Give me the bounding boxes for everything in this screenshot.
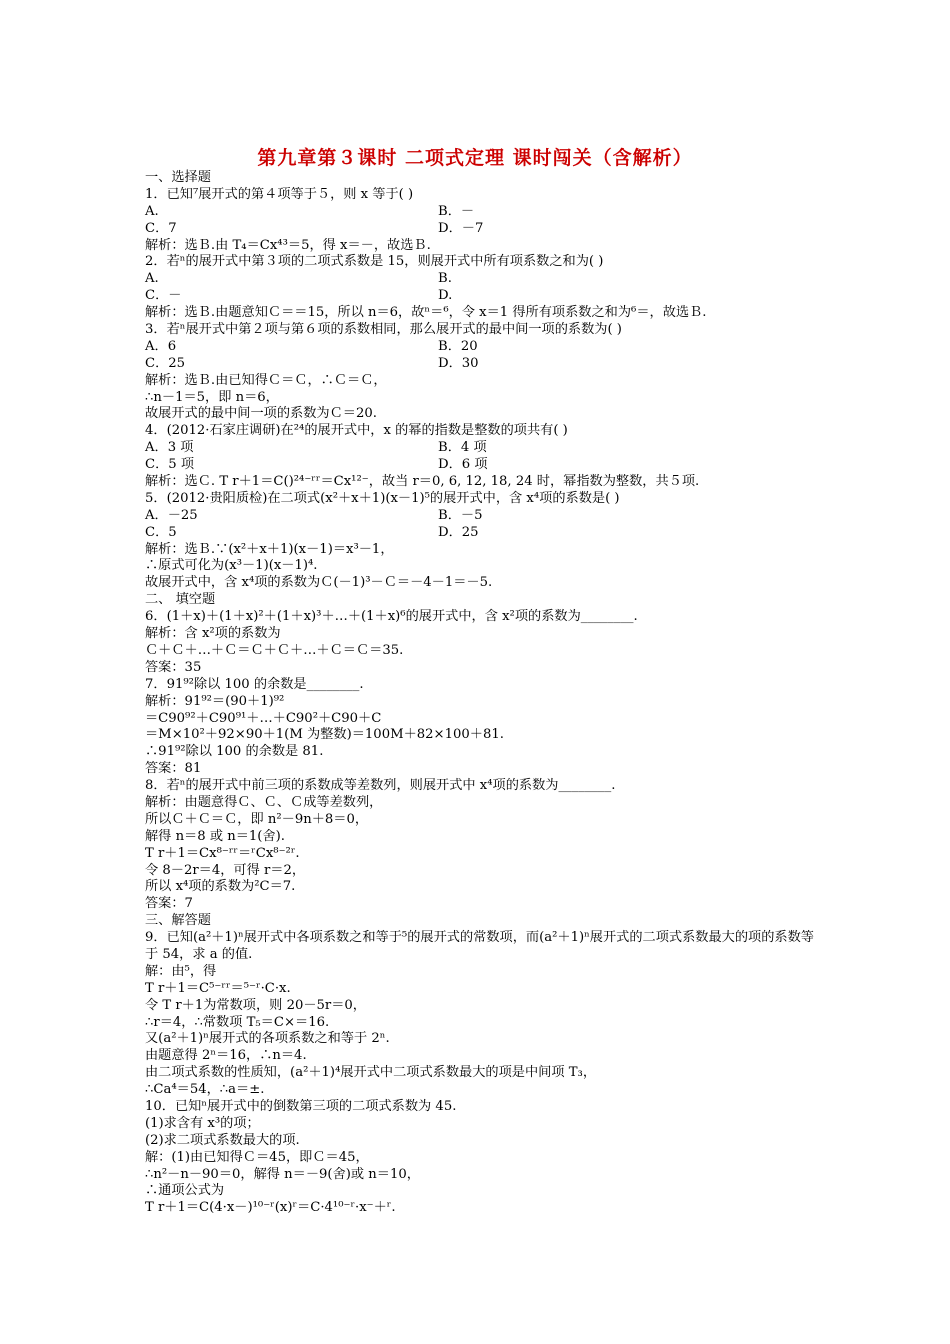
text-line xyxy=(145,812,825,829)
text-line xyxy=(145,1015,825,1032)
text-line xyxy=(145,254,825,271)
line-text: 解析：选Ｂ.由题意知Ｃ＝＝15，所以 n＝6，故ⁿ＝⁶，令 x＝1 得所有项系数之和为⁶＝，故选Ｂ. xyxy=(145,305,707,321)
text-line xyxy=(145,592,825,609)
text-line xyxy=(145,846,825,863)
text-line xyxy=(145,406,825,423)
option-right: D. xyxy=(438,288,453,304)
line-text: 7．91⁹²除以 100 的余数是________. xyxy=(145,676,364,692)
text-line xyxy=(145,1167,825,1184)
text-line xyxy=(145,981,825,998)
text-line xyxy=(145,288,825,305)
option-right: B．－5 xyxy=(438,507,483,523)
text-line xyxy=(145,170,825,187)
text-line xyxy=(145,1048,825,1065)
line-text: ∴n²－n－90＝0，解得 n＝－9(舍)或 n＝10， xyxy=(145,1166,420,1182)
text-line xyxy=(145,271,825,288)
line-text: ∴r＝4，∴常数项 T₅＝C×＝16. xyxy=(145,1014,330,1030)
option-right: B．4 项 xyxy=(438,440,487,456)
line-text: 答案：35 xyxy=(145,659,202,675)
line-text: C．7 xyxy=(145,220,177,236)
text-line xyxy=(145,930,825,964)
document-body xyxy=(145,170,825,1217)
line-text: 解得 n＝8 或 n＝1(舍). xyxy=(145,828,285,844)
line-text: 9．已知(a²＋1)ⁿ展开式中各项系数之和等于⁵的展开式的常数项，而(a²＋1)ⁿ展开式的二项式系数最大的项的系数等于 54，求 a 的值. xyxy=(145,930,814,962)
line-text: A．－25 xyxy=(145,507,198,523)
line-text: 解析：选Ｃ. T r＋1＝C()²⁴⁻ʳʳ＝Cx¹²⁻，故当 r＝0, 6, 12, 18, 24 时，幂指数为整数，共５项. xyxy=(145,474,700,490)
text-line xyxy=(145,1116,825,1133)
line-text: 答案：7 xyxy=(145,896,193,912)
line-text: A．3 项 xyxy=(145,440,194,456)
text-line xyxy=(145,896,825,913)
option-right: B. xyxy=(438,271,452,287)
text-line xyxy=(145,221,825,238)
text-line xyxy=(145,863,825,880)
text-line xyxy=(145,373,825,390)
line-text: ＝C90⁹²＋C90⁹¹＋…＋C90²＋C90＋C xyxy=(145,710,382,726)
text-line xyxy=(145,1082,825,1099)
line-text: ∴91⁹²除以 100 的余数是 81. xyxy=(145,744,324,760)
line-text: 1．已知⁷展开式的第４项等于５，则 x 等于( ) xyxy=(145,186,414,202)
text-line xyxy=(145,575,825,592)
line-text: 所以Ｃ＋Ｃ＝Ｃ，即 n²－9n＋8＝0， xyxy=(145,811,369,827)
line-text: ∴原式可化为(x³－1)(x－1)⁴. xyxy=(145,558,318,574)
line-text: C．5 项 xyxy=(145,457,195,473)
text-line xyxy=(145,339,825,356)
line-text: 8．若ⁿ的展开式中前三项的系数成等差数列，则展开式中 x⁴项的系数为________. xyxy=(145,778,616,794)
text-line xyxy=(145,1183,825,1200)
line-text: 解析：选Ｂ.∵(x²＋x＋1)(x－1)＝x³－1， xyxy=(145,541,394,557)
line-text: ∴通项公式为 xyxy=(145,1183,225,1199)
text-line xyxy=(145,390,825,407)
text-line xyxy=(145,1099,825,1116)
text-line xyxy=(145,423,825,440)
text-line xyxy=(145,525,825,542)
text-line xyxy=(145,1133,825,1150)
line-text: ∴Ca⁴＝54，∴a＝±. xyxy=(145,1082,265,1098)
text-line xyxy=(145,879,825,896)
line-text: 令 T r＋1为常数项，则 20－5r＝0， xyxy=(145,997,366,1013)
text-line xyxy=(145,305,825,322)
text-line xyxy=(145,187,825,204)
line-text: C．25 xyxy=(145,355,186,371)
text-line xyxy=(145,356,825,373)
line-text: C．－ xyxy=(145,288,182,304)
text-line xyxy=(145,744,825,761)
line-text: T r＋1＝Cx⁸⁻ʳʳ＝ʳCx⁸⁻²ʳ. xyxy=(145,845,300,861)
line-text: 解析：由题意得Ｃ、Ｃ、Ｃ成等差数列， xyxy=(145,794,383,810)
option-right: D．－7 xyxy=(438,220,484,236)
line-text: C．5 xyxy=(145,524,177,540)
text-line xyxy=(145,204,825,221)
option-right: B．－ xyxy=(438,203,475,219)
text-line xyxy=(145,727,825,744)
text-line xyxy=(145,778,825,795)
line-text: ＝M×10²＋92×90＋1(M 为整数)＝100M＋82×100＋81. xyxy=(145,727,504,743)
line-text: 4．(2012·石家庄调研)在²⁴的展开式中，x 的幂的指数是整数的项共有( ) xyxy=(145,423,568,439)
line-text: 二、 填空题 xyxy=(145,592,216,608)
line-text: T r＋1＝C(4·x－)¹⁰⁻ʳ(x)ʳ＝C·4¹⁰⁻ʳ·x⁻＋ʳ. xyxy=(145,1200,396,1216)
option-right: B．20 xyxy=(438,338,478,354)
text-line xyxy=(145,1031,825,1048)
text-line xyxy=(145,964,825,981)
text-line xyxy=(145,998,825,1015)
option-right: D．6 项 xyxy=(438,457,488,473)
document-title: 第九章第３课时 二项式定理 课时闯关（含解析） xyxy=(257,147,693,169)
text-line xyxy=(145,491,825,508)
text-line xyxy=(145,542,825,559)
text-line xyxy=(145,457,825,474)
line-text: 解析：含 x²项的系数为 xyxy=(145,626,281,642)
line-text: 5．(2012·贵阳质检)在二项式(x²＋x＋1)(x－1)⁵的展开式中，含 x⁴项的系数是( ) xyxy=(145,490,620,506)
line-text: (1)求含有 x³的项； xyxy=(145,1115,260,1131)
text-line xyxy=(145,913,825,930)
line-text: 3．若ⁿ展开式中第２项与第６项的系数相同，那么展开式的最中间一项的系数为( ) xyxy=(145,322,622,338)
text-line xyxy=(145,761,825,778)
text-line xyxy=(145,626,825,643)
line-text: 10．已知ⁿ展开式中的倒数第三项的二项式系数为 45. xyxy=(145,1099,457,1115)
text-line xyxy=(145,440,825,457)
text-line xyxy=(145,829,825,846)
line-text: A. xyxy=(145,271,159,287)
line-text: 解析：91⁹²＝(90＋1)⁹² xyxy=(145,693,285,709)
text-line xyxy=(145,677,825,694)
line-text: 解析：选Ｂ.由 T₄＝Cx⁴³＝5，得 x＝－，故选Ｂ. xyxy=(145,237,431,253)
line-text: A. xyxy=(145,203,159,219)
text-line xyxy=(145,1200,825,1217)
line-text: 2．若ⁿ的展开式中第３项的二项式系数是 15，则展开式中所有项系数之和为( ) xyxy=(145,254,604,270)
text-line xyxy=(145,474,825,491)
text-line xyxy=(145,1150,825,1167)
text-line xyxy=(145,1065,825,1082)
line-text: 解析：选Ｂ.由已知得Ｃ＝Ｃ，∴Ｃ＝Ｃ， xyxy=(145,372,387,388)
line-text: (2)求二项式系数最大的项. xyxy=(145,1132,300,1148)
text-line xyxy=(145,558,825,575)
option-right: D．25 xyxy=(438,524,479,540)
line-text: 又(a²＋1)ⁿ展开式的各项系数之和等于 2ⁿ. xyxy=(145,1031,390,1047)
line-text: 解：由⁵，得 xyxy=(145,963,217,979)
line-text: 令 8－2r＝4，可得 r＝2， xyxy=(145,862,306,878)
line-text: ∴n－1＝5，即 n＝6， xyxy=(145,389,279,405)
text-line xyxy=(145,660,825,677)
text-line xyxy=(145,508,825,525)
text-line xyxy=(145,609,825,626)
text-line xyxy=(145,795,825,812)
line-text: 所以 x⁴项的系数为²C＝7. xyxy=(145,879,296,895)
line-text: 6．(1＋x)＋(1＋x)²＋(1＋x)³＋…＋(1＋x)⁶的展开式中，含 x²项的系数为________. xyxy=(145,609,638,625)
text-line xyxy=(145,322,825,339)
line-text: 三、解答题 xyxy=(145,913,211,929)
text-line xyxy=(145,643,825,660)
line-text: 故展开式中，含 x⁴项的系数为Ｃ(－1)³－Ｃ＝－4－1＝－5. xyxy=(145,575,493,591)
line-text: 由二项式系数的性质知，(a²＋1)⁴展开式中二项式系数最大的项是中间项 T₃， xyxy=(145,1065,597,1081)
line-text: 由题意得 2ⁿ＝16，∴n＝4. xyxy=(145,1048,307,1064)
line-text: 一、选择题 xyxy=(145,170,211,185)
line-text: 解：(1)由已知得Ｃ＝45，即Ｃ＝45， xyxy=(145,1149,369,1165)
text-line xyxy=(145,694,825,711)
line-text: 故展开式的最中间一项的系数为Ｃ＝20. xyxy=(145,406,377,422)
text-line xyxy=(145,238,825,255)
line-text: 答案：81 xyxy=(145,761,202,777)
text-line xyxy=(145,711,825,728)
line-text: Ｃ＋Ｃ＋…＋Ｃ＝Ｃ＋Ｃ＋…＋Ｃ＝Ｃ＝35. xyxy=(145,642,404,658)
option-right: D．30 xyxy=(438,355,479,371)
line-text: A．6 xyxy=(145,338,177,354)
line-text: T r＋1＝C⁵⁻ʳʳ＝⁵⁻ʳ·C·x. xyxy=(145,980,291,996)
